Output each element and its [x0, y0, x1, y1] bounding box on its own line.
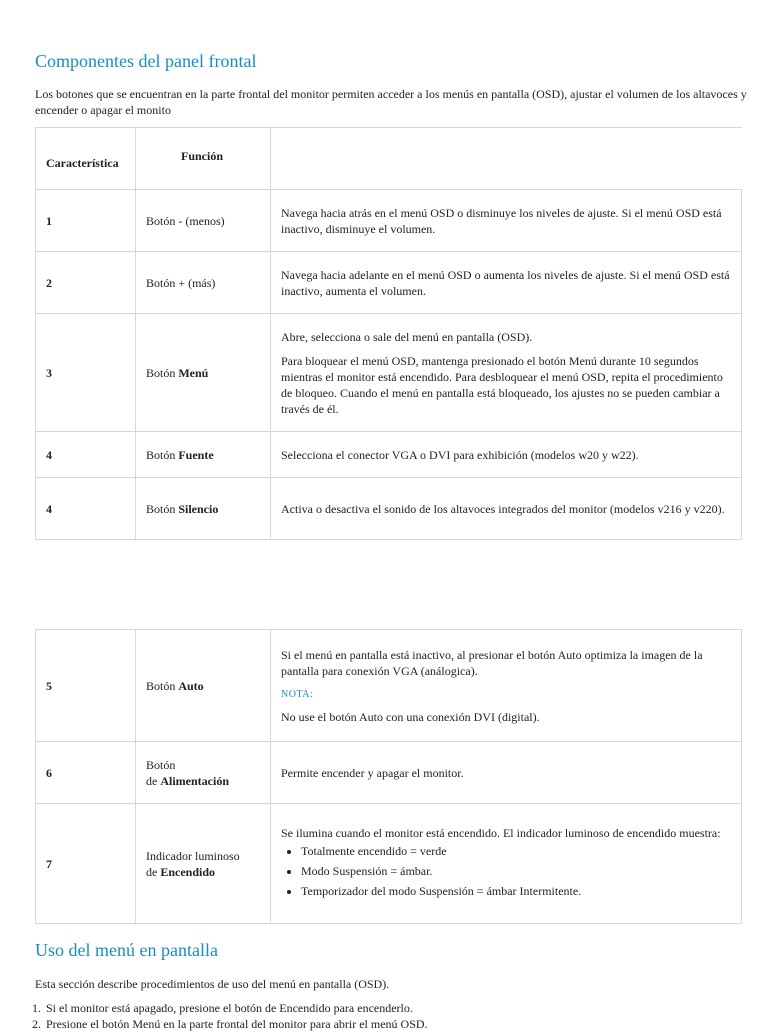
section-intro: Esta sección describe procedimientos de uso del menú en pantalla (OSD). — [35, 977, 390, 991]
note-text: No use el botón Auto con una conexión DVI (digital). — [281, 709, 540, 724]
row-number: 3 — [36, 314, 136, 432]
table-row — [36, 804, 742, 924]
table-row — [36, 742, 742, 804]
description-line: Abre, selecciona o sale del menú en pantalla (OSD). — [281, 329, 533, 344]
row-number: 1 — [36, 190, 136, 252]
list-item: 2. Presione el botón Menú en la parte frontal del monitor para abrir el menú OSD. — [44, 1016, 428, 1032]
button-prefix: Botón — [146, 678, 176, 693]
list-item: • Totalmente encendido = verde — [301, 843, 731, 859]
indicator-states-list — [281, 843, 731, 899]
button-name: Silencio — [178, 501, 219, 516]
button-prefix: Botón — [146, 447, 176, 462]
row-number: 2 — [36, 252, 136, 314]
table-row — [36, 190, 742, 252]
button-name: Menú — [178, 365, 209, 380]
table-row — [36, 252, 742, 314]
row-description — [271, 804, 742, 924]
row-button-label — [136, 432, 271, 478]
description-line: Para bloquear el menú OSD, mantenga presionado el botón Menú durante 10 segundos mientras el monitor está encendido. Para desbloquear el menú OSD, repita el procedimiento de bloqueo. Cuando el menú en pantalla está bloqueado, los ajustes no se pueden cambiar a través de él. — [281, 353, 723, 416]
button-prefix: Botón — [146, 501, 176, 516]
button-name: Alimentación — [160, 773, 229, 788]
row-description: Permite encender y apagar el monitor. — [271, 742, 742, 804]
row-button-label: Botón + (más) — [136, 252, 271, 314]
button-prefix: Botón — [146, 757, 176, 772]
row-description: Navega hacia atrás en el menú OSD o disminuye los niveles de ajuste. Si el menú OSD está inactivo, disminuye el volumen. — [271, 190, 742, 252]
button-prefix: de — [146, 864, 158, 879]
row-description: Selecciona el conector VGA o DVI para exhibición (modelos w20 y w22). — [271, 432, 742, 478]
list-item: • Temporizador del modo Suspensión = ámbar Intermitente. — [301, 883, 731, 899]
note-label: NOTA: — [281, 688, 314, 700]
row-number: 4 — [36, 478, 136, 540]
row-description: Activa o desactiva el sonido de los altavoces integrados del monitor (modelos v216 y v220). — [271, 478, 742, 540]
row-button-label — [136, 804, 271, 924]
list-item: 1. Si el monitor está apagado, presione el botón de Encendido para encenderlo. — [44, 1000, 428, 1016]
row-number: 7 — [36, 804, 136, 924]
row-description: Navega hacia adelante en el menú OSD o aumenta los niveles de ajuste. Si el menú OSD está inactivo, aumenta el volumen. — [271, 252, 742, 314]
col-header-function: Función — [136, 128, 271, 190]
row-button-label — [136, 314, 271, 432]
table-row — [36, 432, 742, 478]
section-heading-osd: Uso del menú en pantalla — [35, 940, 218, 960]
row-button-label — [136, 742, 271, 804]
list-item: • Modo Suspensión = ámbar. — [301, 863, 731, 879]
button-name: Auto — [178, 678, 204, 693]
table-row — [36, 478, 742, 540]
front-panel-table-continued — [35, 629, 742, 924]
button-prefix: de — [146, 773, 158, 788]
section-heading-front-panel: Componentes del panel frontal — [35, 51, 257, 71]
description-line: Si el menú en pantalla está inactivo, al presionar el botón Auto optimiza la imagen de la pantalla para conexión VGA (análogica). — [281, 647, 703, 678]
row-button-label: Botón - (menos) — [136, 190, 271, 252]
row-button-label — [136, 630, 271, 742]
row-description — [271, 630, 742, 742]
table-header-row — [36, 128, 742, 190]
row-button-label — [136, 478, 271, 540]
col-header-feature: Característica — [36, 128, 136, 190]
intro-paragraph: Los botones que se encuentran en la parte frontal del monitor permiten acceder a los menús en pantalla (OSD), ajustar el volumen de los altavoces y encender o apagar el monito — [35, 87, 747, 117]
steps-list — [0, 1000, 428, 1032]
row-description — [271, 314, 742, 432]
header-empty-cell — [271, 128, 742, 190]
button-name: Fuente — [178, 447, 214, 462]
button-prefix: Indicador luminoso — [146, 848, 240, 863]
description-line: Se ilumina cuando el monitor está encendido. El indicador luminoso de encendido muestra: — [281, 825, 721, 840]
row-number: 6 — [36, 742, 136, 804]
front-panel-table — [35, 127, 742, 540]
table-row — [36, 630, 742, 742]
row-number: 5 — [36, 630, 136, 742]
row-number: 4 — [36, 432, 136, 478]
button-name: Encendido — [160, 864, 216, 879]
button-prefix: Botón — [146, 365, 176, 380]
table-row — [36, 314, 742, 432]
